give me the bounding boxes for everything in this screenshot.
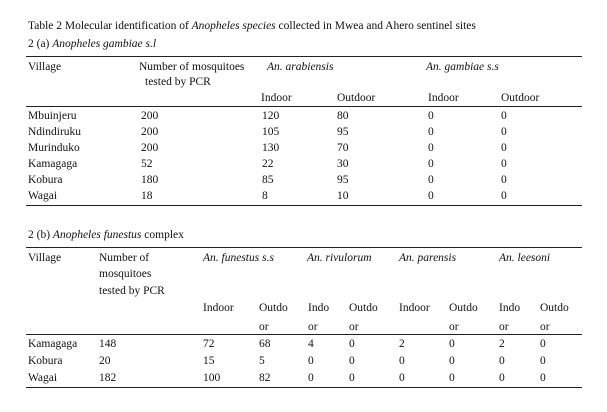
b-row-2-tested: 20 <box>99 355 111 367</box>
a-row-1-gamb-out: 0 <box>501 110 507 122</box>
a-header-arabiensis <box>267 61 333 74</box>
a-header-tested-line1: Number of mosquitoes <box>139 61 245 73</box>
a-row-5-arab-in: 85 <box>262 174 274 186</box>
a-row-3-arab-in: 130 <box>262 142 280 154</box>
b-header-tested-line1: Number of <box>99 252 150 264</box>
b-header-fun-indoor: Indoor <box>203 302 234 314</box>
b-header-fun-outdo: Outdo <box>259 302 288 314</box>
b-row-1-fun-out: 68 <box>259 338 271 350</box>
b-row-1-lee-in: 2 <box>499 338 505 350</box>
b-row-1-lee-out: 0 <box>540 338 546 350</box>
b-header-par-or: or <box>449 321 459 333</box>
section-a-bottom-rule <box>26 205 582 206</box>
caption-species: Anopheles species <box>191 20 276 32</box>
section-a-title <box>28 38 156 51</box>
b-row-1-fun-in: 72 <box>203 338 215 350</box>
b-header-riv-or-out: or <box>349 321 359 333</box>
b-header-riv-or-in: or <box>308 321 318 333</box>
a-row-1-gamb-in: 0 <box>428 110 434 122</box>
b-row-2-lee-out: 0 <box>540 355 546 367</box>
b-header-lee-outdo: Outdo <box>540 302 569 314</box>
table-caption <box>28 20 476 33</box>
a-row-6-village: Wagai <box>28 190 58 202</box>
a-row-4-tested: 52 <box>141 158 153 170</box>
section-a-top-rule <box>26 56 582 57</box>
a-row-4-arab-out: 30 <box>337 158 349 170</box>
b-row-2-lee-in: 0 <box>499 355 505 367</box>
b-header-lee-indo: Indo <box>499 302 521 314</box>
a-row-4-arab-in: 22 <box>262 158 274 170</box>
caption-suffix: collected in Mwea and Ahero sentinel sites <box>275 20 476 32</box>
b-header-fun-or: or <box>259 321 269 333</box>
b-header-leesoni <box>499 252 550 265</box>
section-b-bottom-rule <box>26 387 582 388</box>
a-row-2-arab-out: 95 <box>337 126 349 138</box>
a-row-2-tested: 200 <box>141 126 159 138</box>
section-b-title <box>28 229 184 242</box>
b-row-1-village: Kamagaga <box>28 338 78 350</box>
a-row-3-gamb-out: 0 <box>501 142 507 154</box>
b-row-1-tested: 148 <box>99 338 117 350</box>
section-a-header-rule <box>26 106 582 107</box>
a-header-gambiae-ss <box>426 61 499 74</box>
b-row-3-par-in: 0 <box>399 372 405 384</box>
a-header-gamb-outdoor: Outdoor <box>501 92 540 104</box>
b-row-1-par-in: 2 <box>399 338 405 350</box>
b-row-1-riv-out: 0 <box>349 338 355 350</box>
b-header-riv-indo: Indo <box>308 302 330 314</box>
a-row-2-gamb-out: 0 <box>501 126 507 138</box>
a-row-5-arab-out: 95 <box>337 174 349 186</box>
a-row-5-village: Kobura <box>28 174 63 186</box>
a-row-5-gamb-in: 0 <box>428 174 434 186</box>
b-header-parensis-text: An. parensis <box>399 252 457 264</box>
a-row-1-tested: 200 <box>141 110 159 122</box>
a-header-arab-outdoor: Outdoor <box>337 92 376 104</box>
b-header-lee-or-out: or <box>540 321 550 333</box>
a-row-4-village: Kamagaga <box>28 158 78 170</box>
a-row-6-arab-out: 10 <box>337 190 349 202</box>
b-row-2-fun-out: 5 <box>259 355 265 367</box>
section-b-species: Anopheles funestus <box>52 229 142 241</box>
a-row-2-arab-in: 105 <box>262 126 280 138</box>
a-row-5-tested: 180 <box>141 174 159 186</box>
a-row-3-tested: 200 <box>141 142 159 154</box>
b-header-par-outdo: Outdo <box>449 302 478 314</box>
b-row-2-par-in: 0 <box>399 355 405 367</box>
b-row-2-riv-out: 0 <box>349 355 355 367</box>
b-row-1-par-out: 0 <box>449 338 455 350</box>
a-row-1-village: Mbuinjeru <box>28 110 77 122</box>
caption-prefix: Table 2 Molecular identification of <box>28 20 192 32</box>
a-row-6-arab-in: 8 <box>262 190 268 202</box>
b-header-rivulorum <box>307 252 372 265</box>
section-a-species: Anopheles gambiae s.l <box>52 38 157 50</box>
a-row-4-gamb-out: 0 <box>501 158 507 170</box>
b-row-3-fun-out: 82 <box>259 372 271 384</box>
b-header-tested-line3: tested by PCR <box>99 285 165 297</box>
b-header-village: Village <box>28 252 62 264</box>
b-header-tested-line2: mosquitoes <box>99 268 152 280</box>
b-row-2-village: Kobura <box>28 355 63 367</box>
b-header-funestus <box>203 252 274 265</box>
b-header-funestus-text: An. funestus s.s <box>203 252 274 264</box>
a-header-gamb-indoor: Indoor <box>428 92 459 104</box>
b-header-parensis <box>399 252 456 265</box>
b-row-1-riv-in: 4 <box>308 338 314 350</box>
b-row-3-lee-out: 0 <box>540 372 546 384</box>
section-a-label: 2 (a) <box>28 38 53 50</box>
a-row-3-village: Murinduko <box>28 142 80 154</box>
b-row-2-par-out: 0 <box>449 355 455 367</box>
b-row-3-lee-in: 0 <box>499 372 505 384</box>
b-header-lee-or-in: or <box>499 321 509 333</box>
a-header-arab-indoor: Indoor <box>261 92 292 104</box>
a-row-2-gamb-in: 0 <box>428 126 434 138</box>
b-row-3-village: Wagai <box>28 372 58 384</box>
section-b-header-rule <box>26 334 582 335</box>
b-row-3-riv-out: 0 <box>349 372 355 384</box>
a-row-6-gamb-out: 0 <box>501 190 507 202</box>
a-header-tested-line2: tested by PCR <box>145 76 211 88</box>
b-header-leesoni-text: An. leesoni <box>499 252 551 264</box>
section-b-top-rule <box>26 247 582 248</box>
a-row-6-tested: 18 <box>141 190 153 202</box>
b-row-3-tested: 182 <box>99 372 117 384</box>
a-header-gambiae-ss-text: An. gambiae s.s <box>426 61 499 73</box>
b-row-3-par-out: 0 <box>449 372 455 384</box>
a-header-village: Village <box>28 61 62 73</box>
b-row-3-riv-in: 0 <box>308 372 314 384</box>
a-row-1-arab-out: 80 <box>337 110 349 122</box>
a-row-3-arab-out: 70 <box>337 142 349 154</box>
b-header-par-indoor: Indoor <box>399 302 430 314</box>
section-b-suffix: complex <box>141 229 184 241</box>
section-b-label: 2 (b) <box>28 229 53 241</box>
a-row-2-village: Ndindiruku <box>28 126 82 138</box>
b-header-riv-outdo: Outdo <box>349 302 378 314</box>
b-row-3-fun-in: 100 <box>203 372 221 384</box>
b-row-2-fun-in: 15 <box>203 355 215 367</box>
a-row-1-arab-in: 120 <box>262 110 280 122</box>
a-header-arabiensis-text: An. arabiensis <box>267 61 334 73</box>
a-row-4-gamb-in: 0 <box>428 158 434 170</box>
a-row-3-gamb-in: 0 <box>428 142 434 154</box>
b-row-2-riv-in: 0 <box>308 355 314 367</box>
a-row-5-gamb-out: 0 <box>501 174 507 186</box>
a-row-6-gamb-in: 0 <box>428 190 434 202</box>
b-header-rivulorum-text: An. rivulorum <box>307 252 372 264</box>
